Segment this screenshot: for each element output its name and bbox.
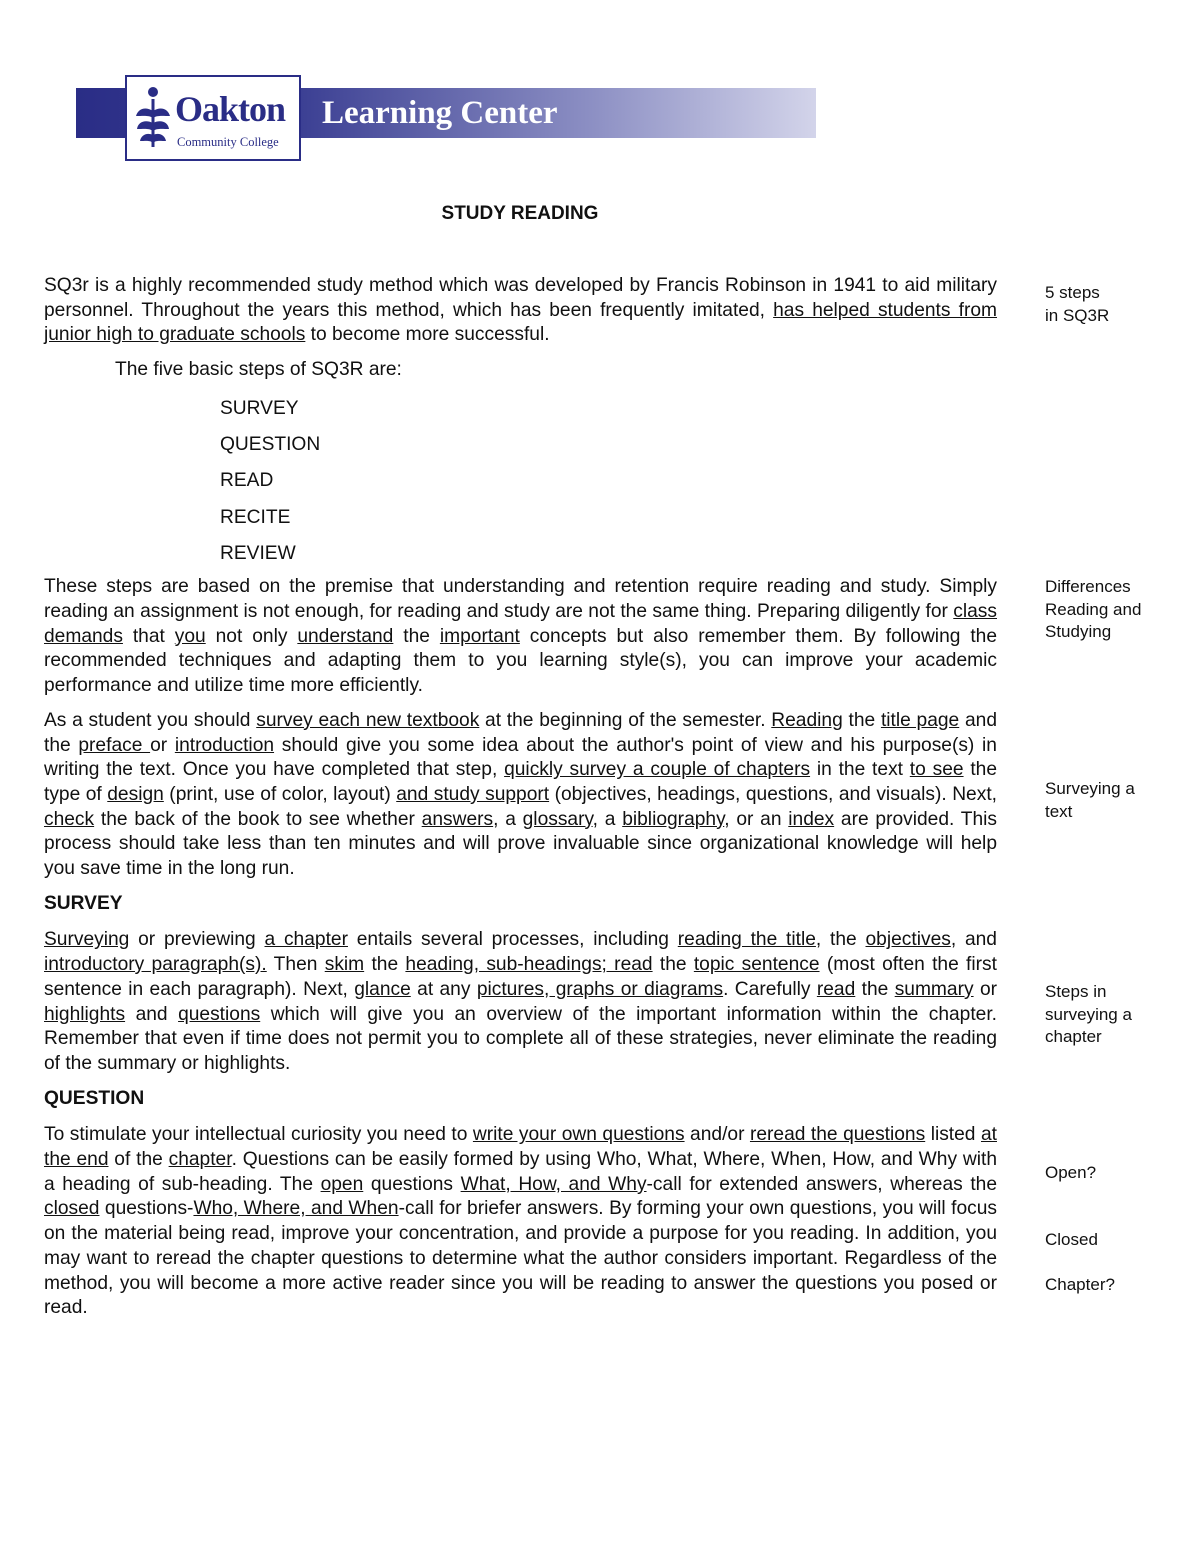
document-body <box>44 274 997 1321</box>
text-run: the type of <box>44 759 998 805</box>
college-name: Oakton <box>175 89 286 129</box>
college-emblem-icon <box>134 85 172 153</box>
textbook-paragraph <box>44 709 997 882</box>
underlined-text: topic sentence <box>693 954 820 976</box>
text-run: and/or <box>684 1124 750 1146</box>
text-run: in the text <box>810 759 910 781</box>
underlined-text: objectives <box>865 929 951 951</box>
text-run: the <box>842 709 881 731</box>
intro-text: SQ3r is a highly recommended study method which was developed by Francis Robinson in 1941 to aid military personnel. Throughout the years this method, which has been frequently imitated, <box>44 275 997 321</box>
underlined-text: Surveying <box>44 929 130 951</box>
underlined-text: you <box>174 625 206 647</box>
underlined-text: important <box>439 625 520 647</box>
underlined-text: answers <box>421 808 494 830</box>
sidenote-text: text <box>1045 801 1073 821</box>
sidenote-text: chapter <box>1045 1027 1102 1046</box>
college-subtitle: Community College <box>177 135 279 149</box>
text-run: questions- <box>99 1198 194 1220</box>
underlined-text: reread the questions <box>749 1124 926 1146</box>
underlined-text: questions <box>178 1003 261 1025</box>
text-run: the <box>855 978 895 1000</box>
survey-paragraph <box>44 928 997 1076</box>
text-run: , a <box>493 808 523 830</box>
text-run: These steps are based on the premise that understanding and retention require reading and study. Simply reading an assignment is not enough, for reading and study are not the same thing. Preparing diligently for <box>44 576 997 622</box>
underlined-text: a chapter <box>264 929 348 951</box>
text-run: the back of the book to see whether <box>94 808 422 830</box>
step-item: QUESTION <box>220 434 321 456</box>
text-run: should give you some idea about the author's point of view and his purpose(s) in writing the text. Once you have completed that step, <box>44 734 997 781</box>
text-run: (print, use of color, layout) <box>163 783 397 805</box>
text-run: Then <box>266 954 325 976</box>
underlined-text: at the end <box>44 1124 997 1171</box>
sidenote-text: Surveying a <box>1045 779 1135 798</box>
sidenote-text: in SQ3R <box>1045 305 1110 325</box>
sq3r-steps-list <box>44 391 997 572</box>
text-run: or <box>973 978 998 1000</box>
underlined-text: understand <box>297 625 394 647</box>
text-run: the <box>393 625 440 647</box>
intro-underlined-text: has helped students from junior high to graduate schools <box>44 299 997 346</box>
underlined-text: Reading <box>771 709 843 731</box>
step-item: READ <box>220 470 274 492</box>
sidenote-chapter: Chapter? <box>1045 1275 1115 1294</box>
underlined-text: skim <box>324 954 365 976</box>
underlined-text: Who, Where, and When <box>193 1198 399 1220</box>
question-paragraph <box>44 1123 997 1321</box>
step-item: SURVEY <box>220 397 299 419</box>
underlined-text: read <box>816 978 856 1000</box>
underlined-text: glance <box>354 978 411 1000</box>
sidenote-text: surveying a <box>1045 1004 1132 1024</box>
underlined-text: bibliography <box>622 808 725 830</box>
text-run: (most often the first sentence in each paragraph). Next, <box>44 954 997 1000</box>
underlined-text: summary <box>894 978 974 1000</box>
text-run: that <box>122 625 175 647</box>
underlined-text: index <box>788 808 835 830</box>
underlined-text: chapter <box>168 1149 232 1171</box>
intro-text-end: to become more successful. <box>305 324 550 346</box>
text-run: . Questions can be easily formed by using Who, What, Where, When, How, and Why with a heading of sub-heading. The <box>44 1149 997 1195</box>
sidenote-steps-chapter <box>1045 981 1195 1049</box>
underlined-text: closed <box>44 1198 100 1220</box>
underlined-text: to see <box>909 759 964 781</box>
underlined-text: introductory paragraph(s). <box>44 954 267 976</box>
sidenote-text: Studying <box>1045 622 1112 641</box>
text-run: concepts but also remember them. By following the recommended techniques and adapting them to you learning style(s), you can improve your academic performance and utilize time more efficiently. <box>44 625 997 697</box>
underlined-text: quickly survey a couple of chapters <box>504 759 811 781</box>
text-run: entails several processes, including <box>347 929 678 951</box>
underlined-text: introduction <box>174 734 275 756</box>
text-run: , the <box>815 929 866 951</box>
text-run: are provided. This process should take less than ten minutes and will prove invaluable since organizational knowledge will help you save time in the long run. <box>44 808 997 880</box>
sidenote-surveying-text <box>1045 778 1195 823</box>
text-run: As a student you should <box>44 709 257 731</box>
text-run: To stimulate your intellectual curiosity you need to <box>44 1124 473 1146</box>
underlined-text: design <box>107 783 164 805</box>
text-run: questions <box>363 1173 461 1195</box>
sidenote-text: Steps in <box>1045 982 1107 1001</box>
underlined-text: check <box>44 808 95 830</box>
underlined-text: What, How, and Why <box>460 1173 647 1195</box>
text-run: -call for extended answers, whereas the <box>646 1173 998 1195</box>
underlined-text: and study support <box>396 783 550 805</box>
premise-paragraph <box>44 575 997 699</box>
underlined-text: write your own questions <box>472 1124 685 1146</box>
text-run: at the beginning of the semester. <box>479 709 772 731</box>
document-title: STUDY READING <box>441 203 599 224</box>
underlined-text: glossary <box>522 808 593 830</box>
text-run: (objectives, headings, questions, and visuals). Next, <box>549 783 997 805</box>
sidenote-open: Open? <box>1045 1163 1097 1182</box>
sidenote-closed: Closed <box>1045 1230 1098 1249</box>
survey-heading: SURVEY <box>44 892 123 914</box>
sidenote-text: Reading and <box>1045 599 1142 619</box>
text-run: the <box>364 954 406 976</box>
learning-center-title: Learning Center <box>322 95 558 131</box>
sidenote-text: Differences <box>1045 577 1131 596</box>
five-basic-steps-intro: The five basic steps of SQ3R are: <box>115 359 402 381</box>
text-run: at any <box>410 978 477 1000</box>
sidenote-differences <box>1045 576 1195 644</box>
sidenote-five-steps <box>1045 282 1195 327</box>
underlined-text: open <box>320 1173 364 1195</box>
text-run: and <box>125 1003 179 1025</box>
text-run: the <box>652 954 694 976</box>
underlined-text: title page <box>880 709 960 731</box>
text-run: . Carefully <box>723 978 817 1000</box>
underlined-text: highlights <box>44 1003 126 1025</box>
underlined-text: survey each new textbook <box>256 709 480 731</box>
text-run: listed <box>925 1124 981 1146</box>
text-run: -call for briefer answers. By forming your own questions, you will focus on the material being read, improve your concentration, and provide a purpose for you reading. In addition, you may want to reread the chapter questions to determine what the author considers important. Regardless of the method, you will become a more active reader since you will be reading to answer the questions you posed or read. <box>44 1198 998 1319</box>
text-run: or previewing <box>129 929 265 951</box>
text-run: which will give you an overview of the important information within the chapter. Remember that even if time does not permit you to complete all of these strategies, never eliminate the reading of the summary or highlights. <box>44 1003 997 1074</box>
sidenote-text: 5 steps <box>1045 283 1100 302</box>
text-run: , and <box>950 929 997 951</box>
underlined-text: pictures, graphs or diagrams <box>476 978 724 1000</box>
text-run: , or an <box>724 808 789 830</box>
intro-paragraph <box>44 274 997 348</box>
underlined-text: reading the title <box>677 929 816 951</box>
text-run: of the <box>108 1149 169 1171</box>
text-run: , a <box>592 808 623 830</box>
text-run: and the <box>44 709 997 756</box>
underlined-text: heading, sub-headings; read <box>405 954 653 976</box>
text-run: or <box>150 734 175 756</box>
underlined-text: preface <box>78 734 151 756</box>
question-heading: QUESTION <box>44 1087 145 1109</box>
step-item: RECITE <box>220 506 291 528</box>
step-item: REVIEW <box>220 543 296 564</box>
text-run: not only <box>205 625 298 647</box>
underlined-text: class demands <box>44 601 997 647</box>
college-logo <box>125 75 301 161</box>
